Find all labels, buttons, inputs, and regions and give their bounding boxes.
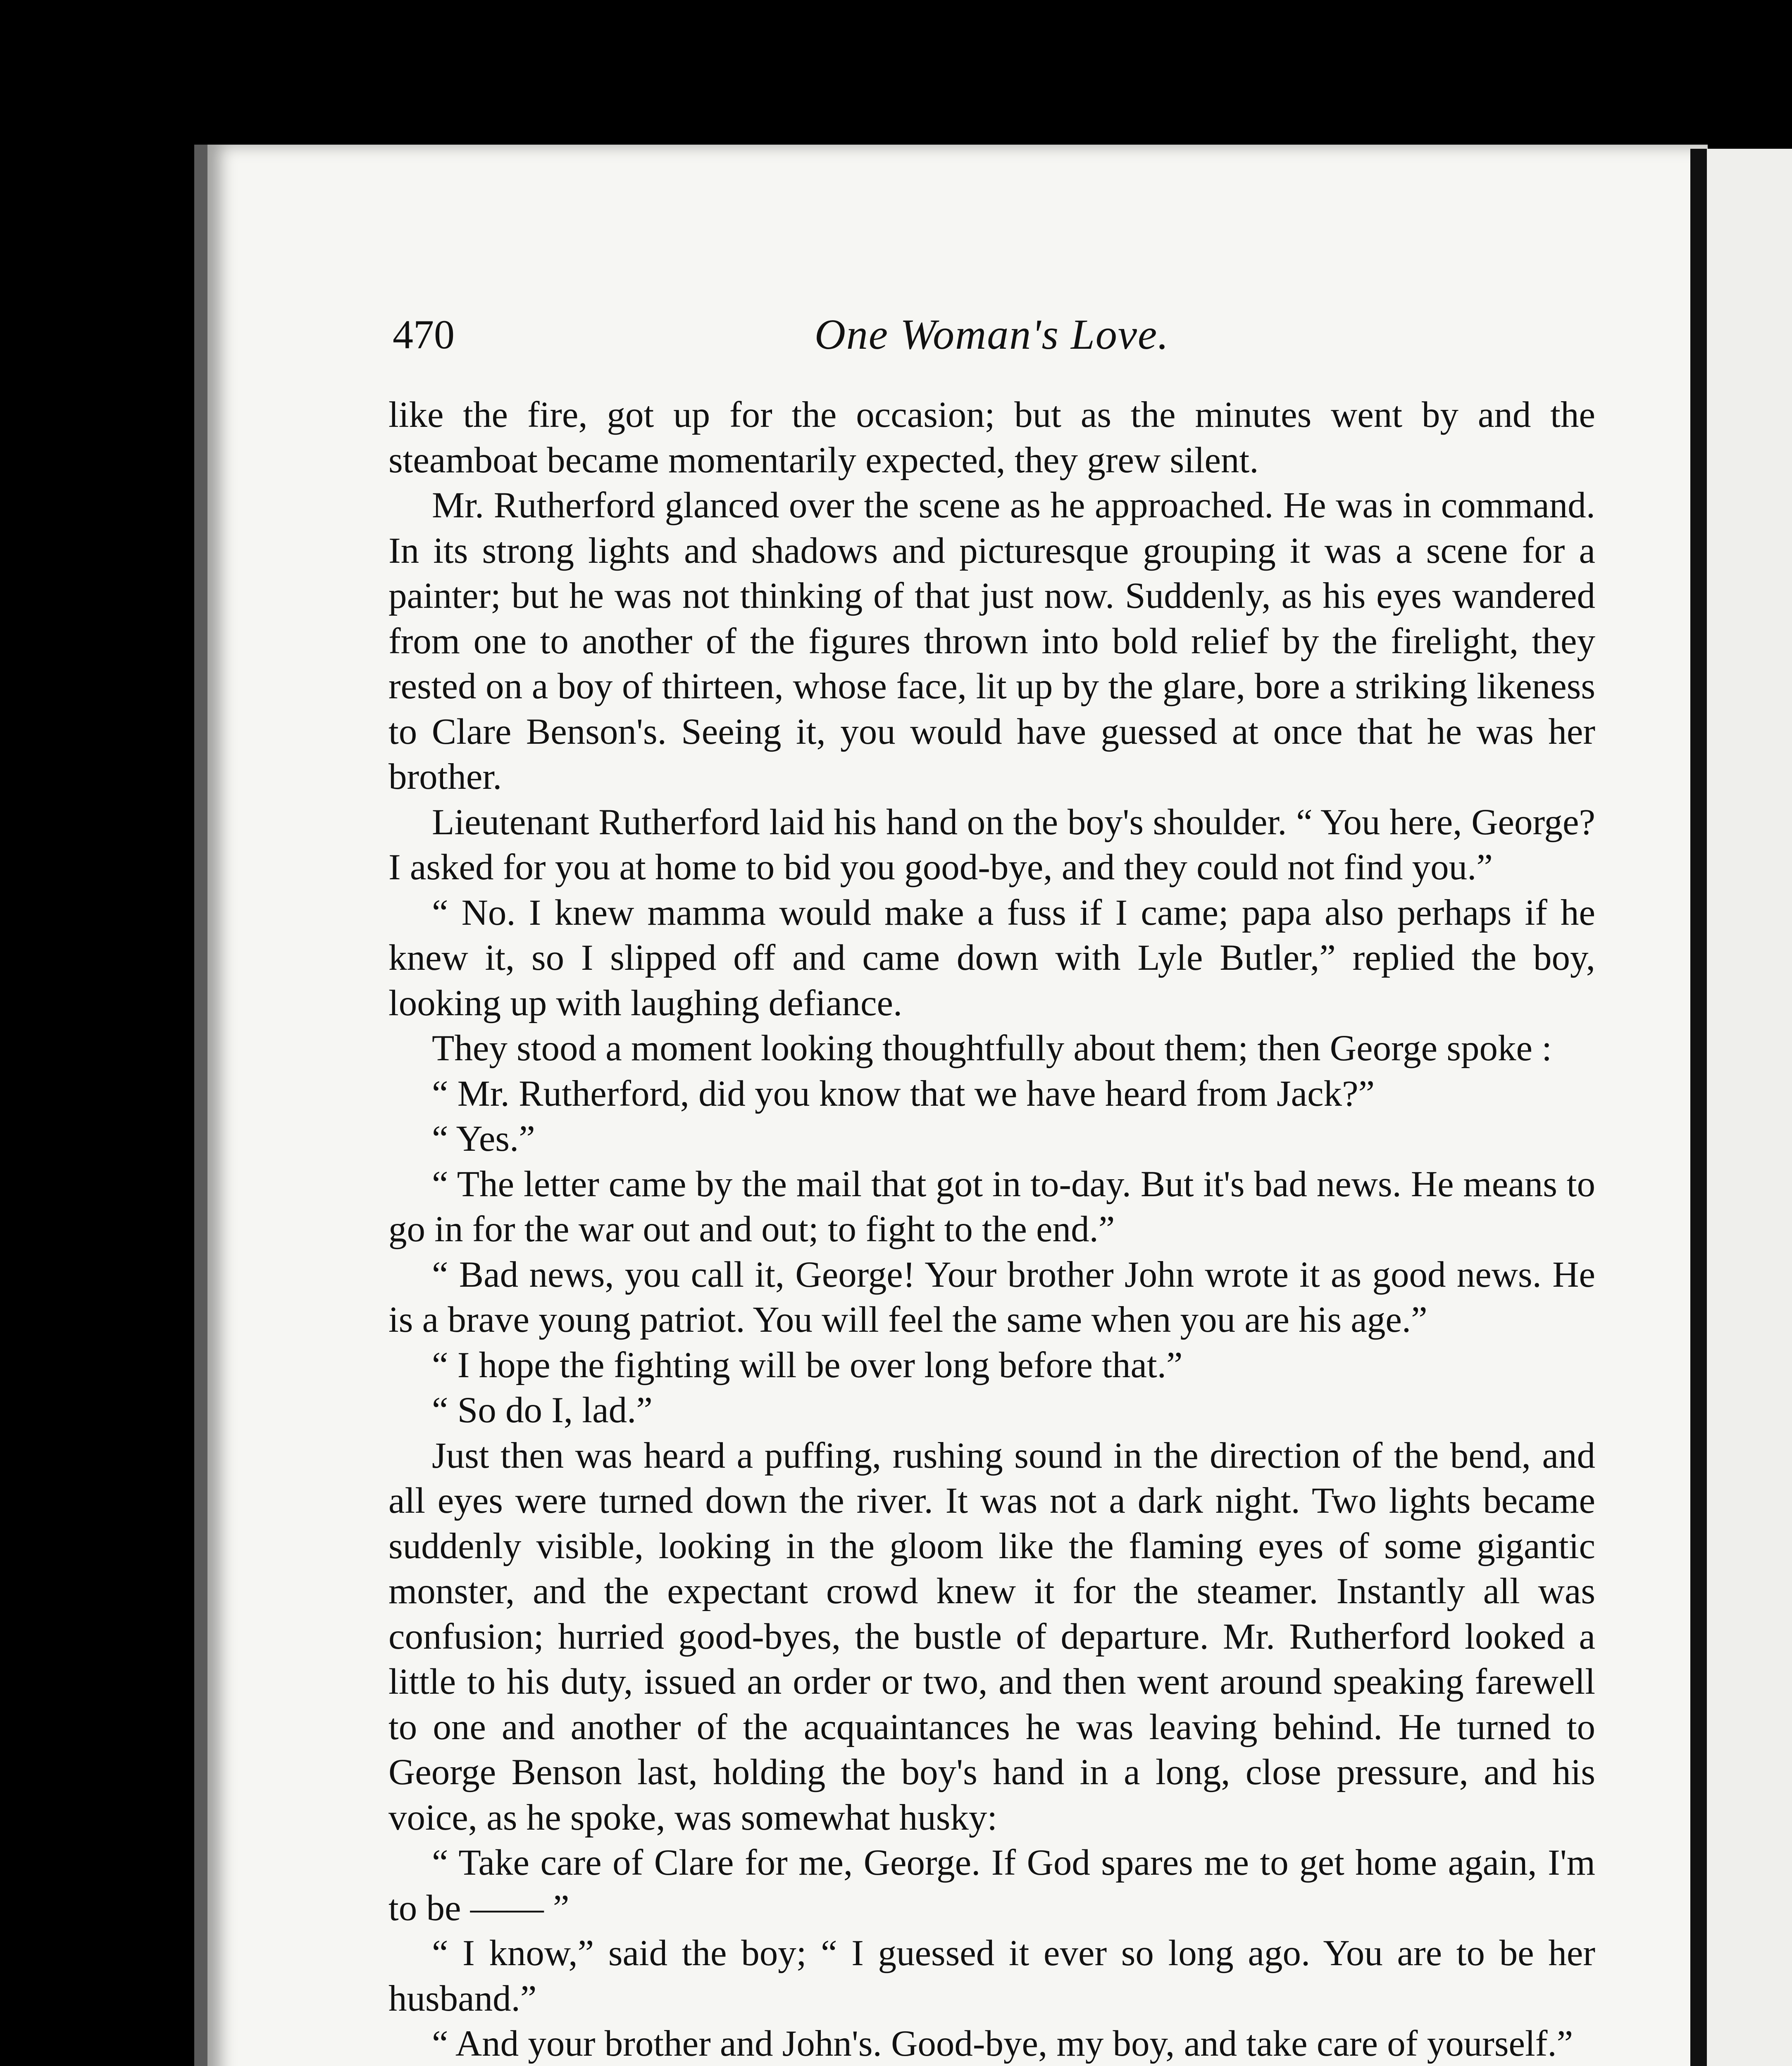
paragraph: “ No. I knew mamma would make a fuss if I came; papa also perhaps if he knew it, so I slipped off and came down with Lyle Butler,” replied the boy, looking up with laughing defiance. (388, 892, 1595, 1023)
paragraph: “ Take care of Clare for me, George. If God spares me to get home again, I'm to be —— ” (388, 1842, 1595, 1928)
paragraph: “ So do I, lad.” (432, 1390, 653, 1430)
paragraph: “ Yes.” (432, 1119, 535, 1159)
paragraph: Mr. Rutherford glanced over the scene as he approached. He was in command. In its strong lights and shadows and picturesque grouping it was a scene for a painter; but he was not thinking of that just now. Suddenly, as his eyes wandered from one to another of the figures thrown into bold relief by the firelight, they rested on a boy of thirteen, whose face, lit up by the glare, bore a striking likeness to Clare Benson's. Seeing it, you would have guessed at once that he was her brother. (388, 485, 1595, 797)
paragraph: like the fire, got up for the occasion; but as the minutes went by and the steamboat became momentarily expected, they grew silent. (388, 395, 1595, 481)
paragraph: “ The letter came by the mail that got in to-day. But it's bad news. He means to go in for the war out and out; to fight to the end.” (388, 1164, 1595, 1250)
paragraph: “ Mr. Rutherford, did you know that we have heard from Jack?” (432, 1073, 1375, 1114)
paragraph: They stood a moment looking thoughtfully about them; then George spoke : (432, 1028, 1552, 1069)
paragraph: Lieutenant Rutherford laid his hand on the boy's shoulder. “ You here, George? I asked for you at home to bid you good-bye, and they could not find you.” (388, 802, 1595, 888)
paragraph: “ I know,” said the boy; “ I guessed it ever so long ago. You are to be her husband.” (388, 1933, 1595, 2019)
adjacent-page-edge (1690, 149, 1792, 2066)
paragraph: Just then was heard a puffing, rushing sound in the direction of the bend, and all eyes were turned down the river. It was not a dark night. Two lights became suddenly visible, looking in the gloom like the flaming eyes of some gigantic monster, and the expectant crowd knew it for the steamer. Instantly all was confusion; hurried good-byes, the bustle of departure. Mr. Rutherford looked a little to his duty, issued an order or two, and then went around speaking farewell to one and another of the acquaintances he was leaving behind. He turned to George Benson last, holding the boy's hand in a long, close pressure, and his voice, as he spoke, was somewhat husky: (388, 1435, 1595, 1838)
running-title: One Woman's Love. (814, 311, 1170, 358)
page-number: 470 (393, 312, 455, 357)
page-header (393, 306, 1591, 364)
body-text (388, 393, 1595, 2066)
paragraph: “ I hope the fighting will be over long before that.” (432, 1345, 1183, 1385)
paragraph: “ And your brother and John's. Good-bye, my boy, and take care of yourself.” (432, 2023, 1573, 2064)
paragraph: “ Bad news, you call it, George! Your brother John wrote it as good news. He is a brave young patriot. You will feel the same when you are his age.” (388, 1254, 1595, 1340)
